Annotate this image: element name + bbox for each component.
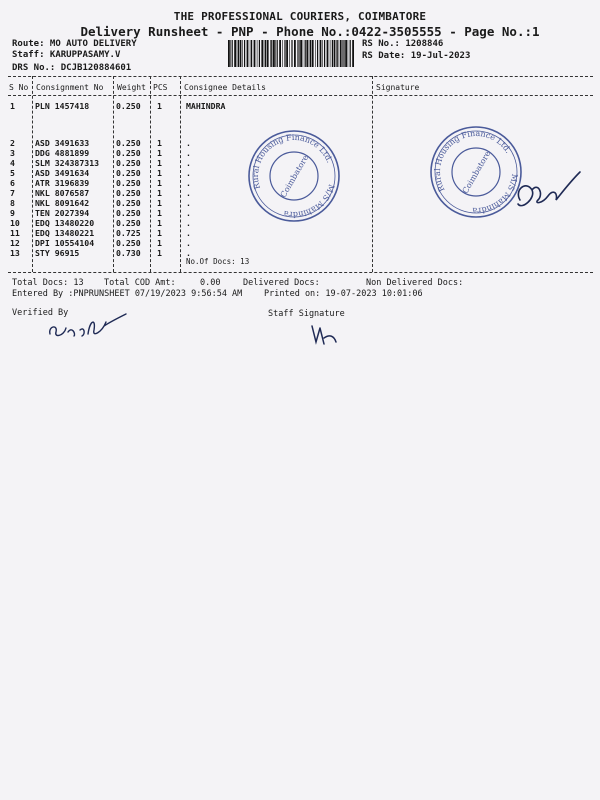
row-consignment: ASD 3491634 <box>35 168 90 178</box>
staff-label: Staff: KARUPPASAMY.V <box>12 50 121 60</box>
barcode-bar <box>337 40 338 67</box>
row-pcs: 1 <box>157 168 162 178</box>
row-weight: 0.730 <box>116 248 141 258</box>
row-sno: 12 <box>10 238 20 248</box>
barcode-bar <box>322 40 323 67</box>
row-consignment: ATR 3196839 <box>35 178 90 188</box>
barcode-bar <box>232 40 233 67</box>
row-consignee: . <box>186 208 191 218</box>
row-consignee: . <box>186 138 191 148</box>
barcode-bar <box>286 40 288 67</box>
row-consignee: . <box>186 188 191 198</box>
row-weight: 0.250 <box>116 178 141 188</box>
barcode-bar <box>273 40 275 67</box>
svg-text:Coimbatore: Coimbatore <box>278 153 311 200</box>
barcode-bar <box>244 40 245 67</box>
verified-by-label: Verified By <box>12 308 69 318</box>
row-sno: 10 <box>10 218 20 228</box>
barcode-bar <box>348 40 349 67</box>
row-consignee: . <box>186 238 191 248</box>
barcode-bar <box>289 40 290 67</box>
barcode-bar <box>340 40 342 67</box>
row-sno: 6 <box>10 178 15 188</box>
barcode-bar <box>247 40 249 67</box>
column-divider <box>32 76 33 272</box>
barcode-bar <box>234 40 236 67</box>
rs-number: RS No.: 1208846 <box>362 39 444 49</box>
row-pcs: 1 <box>157 218 162 228</box>
barcode-bar <box>240 40 242 67</box>
row-consignee: . <box>186 148 191 158</box>
company-stamp <box>246 128 342 224</box>
row-pcs: 1 <box>157 188 162 198</box>
barcode-bar <box>312 40 314 67</box>
row-consignment: SLM 324387313 <box>35 158 100 168</box>
runsheet-title: Delivery Runsheet - PNP - Phone No.:0422-3505555 - Page No.:1 <box>80 24 540 39</box>
row-consignee: . <box>186 248 191 258</box>
barcode-bar <box>330 40 331 67</box>
row-consignment: NKL 8076587 <box>35 188 90 198</box>
barcode-bar <box>327 40 329 67</box>
row-consignment: EDQ 13480220 <box>35 218 95 228</box>
row-weight: 0.725 <box>116 228 141 238</box>
barcode-bar <box>345 40 347 67</box>
row-consignee: . <box>186 178 191 188</box>
drs-number: DRS No.: DCJB120884601 <box>12 63 132 73</box>
row-consignee: . <box>186 158 191 168</box>
row-pcs: 1 <box>157 138 162 148</box>
barcode-bar <box>250 40 251 67</box>
entered-by: Entered By :PNPRUNSHEET 07/19/2023 9:56:54 AM <box>12 289 243 299</box>
consignee-signature <box>508 160 588 220</box>
delivered-docs: Delivered Docs: <box>243 278 320 288</box>
staff-signature-label: Staff Signature <box>268 309 345 319</box>
barcode-bar <box>228 40 230 67</box>
row-sno: 13 <box>10 248 20 258</box>
rs-date: RS Date: 19-Jul-2023 <box>362 51 471 61</box>
col-header-signature: Signature <box>376 83 420 92</box>
barcode-bar <box>300 40 302 67</box>
barcode-bar <box>277 40 278 67</box>
row-consignment: ASD 3491633 <box>35 138 90 148</box>
non-delivered-docs: Non Delivered Docs: <box>366 278 464 288</box>
barcode-bar <box>230 40 231 67</box>
barcode-bar <box>342 40 343 67</box>
row-consignment: NKL 8091642 <box>35 198 90 208</box>
row-pcs: 1 <box>157 178 162 188</box>
col-header-consignee: Consignee Details <box>184 83 266 92</box>
row-pcs: 1 <box>157 238 162 248</box>
row-consignee: . <box>186 168 191 178</box>
svg-text:Rural Housing Finance Ltd.: Rural Housing Finance Ltd. <box>250 132 335 191</box>
row-consignment: EDQ 13480221 <box>35 228 95 238</box>
row-weight: 0.250 <box>116 138 141 148</box>
barcode-bar <box>259 40 260 67</box>
barcode-bar <box>298 40 299 67</box>
barcode-bar <box>251 40 252 67</box>
staff-signature <box>308 322 342 346</box>
row-pcs: 1 <box>157 198 162 208</box>
row-pcs: 1 <box>157 158 162 168</box>
barcode-bar <box>275 40 276 67</box>
row-weight: 0.250 <box>116 148 141 158</box>
barcode-bar <box>279 40 281 67</box>
barcode-bar <box>267 40 269 67</box>
row-weight: 0.250 <box>116 218 141 228</box>
row-consignment: DDG 4881899 <box>35 148 90 158</box>
row-consignment: DPI 10554104 <box>35 238 95 248</box>
barcode-bar <box>271 40 272 67</box>
barcode-bar <box>265 40 266 67</box>
barcode-image <box>228 40 354 67</box>
route-label: Route: MO AUTO DELIVERY <box>12 39 137 49</box>
total-cod-label: Total COD Amt: <box>104 278 176 288</box>
barcode-bar <box>305 40 306 67</box>
row-sno: 7 <box>10 188 15 198</box>
barcode-bar <box>238 40 239 67</box>
row-pcs: 1 <box>157 208 162 218</box>
row-weight: 0.250 <box>116 238 141 248</box>
row-sno: 8 <box>10 198 15 208</box>
barcode-bar <box>350 40 351 67</box>
row-weight: 0.250 <box>116 198 141 208</box>
barcode-bar <box>309 40 310 67</box>
verifier-signature <box>44 308 134 342</box>
row-sno: 9 <box>10 208 15 218</box>
barcode-bar <box>343 40 344 67</box>
barcode-bar <box>317 40 318 67</box>
barcode-bar <box>332 40 333 67</box>
barcode-bar <box>294 40 296 67</box>
barcode-bar <box>320 40 322 67</box>
row-sno: 1 <box>10 101 15 111</box>
row-weight: 0.250 <box>116 188 141 198</box>
column-divider <box>180 76 181 272</box>
col-header-weight: Weight <box>117 83 146 92</box>
row-consignee: . <box>186 198 191 208</box>
svg-text:M/S Mahindra: M/S Mahindra <box>282 183 336 220</box>
barcode-bar <box>324 40 325 67</box>
row-sno: 2 <box>10 138 15 148</box>
row-consignee: . <box>186 228 191 238</box>
barcode-bar <box>257 40 258 67</box>
barcode-bar <box>242 40 243 67</box>
column-divider <box>372 76 373 272</box>
row-weight: 0.250 <box>116 168 141 178</box>
total-cod-amount: 0.00 <box>200 278 221 288</box>
total-docs: Total Docs: 13 <box>12 278 84 288</box>
svg-text:Rural Housing Finance Ltd.: Rural Housing Finance Ltd. <box>432 128 513 194</box>
row-weight: 0.250 <box>116 208 141 218</box>
row-consignment: PLN 1457418 <box>35 101 90 111</box>
row-consignment: STY 96915 <box>35 248 80 258</box>
no-of-docs: No.Of Docs: 13 <box>186 257 250 266</box>
company-title: THE PROFESSIONAL COURIERS, COIMBATORE <box>173 10 427 23</box>
header-rule-bottom <box>8 95 593 96</box>
barcode-bar <box>264 40 265 67</box>
barcode-bar <box>303 40 304 67</box>
row-sno: 5 <box>10 168 15 178</box>
col-header-sno: S No <box>9 83 29 92</box>
barcode-bar <box>254 40 256 67</box>
barcode-bar <box>297 40 298 67</box>
row-consignee: . <box>186 218 191 228</box>
barcode-bar <box>336 40 337 67</box>
row-sno: 3 <box>10 148 15 158</box>
row-pcs: 1 <box>157 248 162 258</box>
svg-text:Coimbatore: Coimbatore <box>460 149 493 196</box>
barcode-bar <box>237 40 238 67</box>
barcode-bar <box>282 40 283 67</box>
printed-on: Printed on: 19-07-2023 10:01:06 <box>264 289 423 299</box>
row-pcs: 1 <box>157 228 162 238</box>
row-pcs: 1 <box>157 148 162 158</box>
barcode-bar <box>284 40 285 67</box>
column-divider <box>113 76 114 272</box>
barcode-bar <box>315 40 316 67</box>
barcode-bar <box>291 40 292 67</box>
row-pcs: 1 <box>157 101 162 111</box>
row-consignee: MAHINDRA <box>186 101 226 111</box>
barcode-bar <box>261 40 263 67</box>
svg-text:M/S Mahindra: M/S Mahindra <box>472 173 520 216</box>
barcode-bar <box>334 40 336 67</box>
col-header-consignment: Consignment No <box>36 83 104 92</box>
header-rule-top <box>8 76 593 77</box>
barcode-bar <box>270 40 271 67</box>
barcode-bar <box>352 40 354 67</box>
barcode-bar <box>310 40 311 67</box>
row-consignment: TEN 2027394 <box>35 208 90 218</box>
column-divider <box>150 76 151 272</box>
table-rule-bottom <box>8 272 593 273</box>
row-weight: 0.250 <box>116 101 141 111</box>
row-sno: 11 <box>10 228 20 238</box>
row-sno: 4 <box>10 158 15 168</box>
row-weight: 0.250 <box>116 158 141 168</box>
col-header-pcs: PCS <box>153 83 168 92</box>
barcode-bar <box>306 40 308 67</box>
